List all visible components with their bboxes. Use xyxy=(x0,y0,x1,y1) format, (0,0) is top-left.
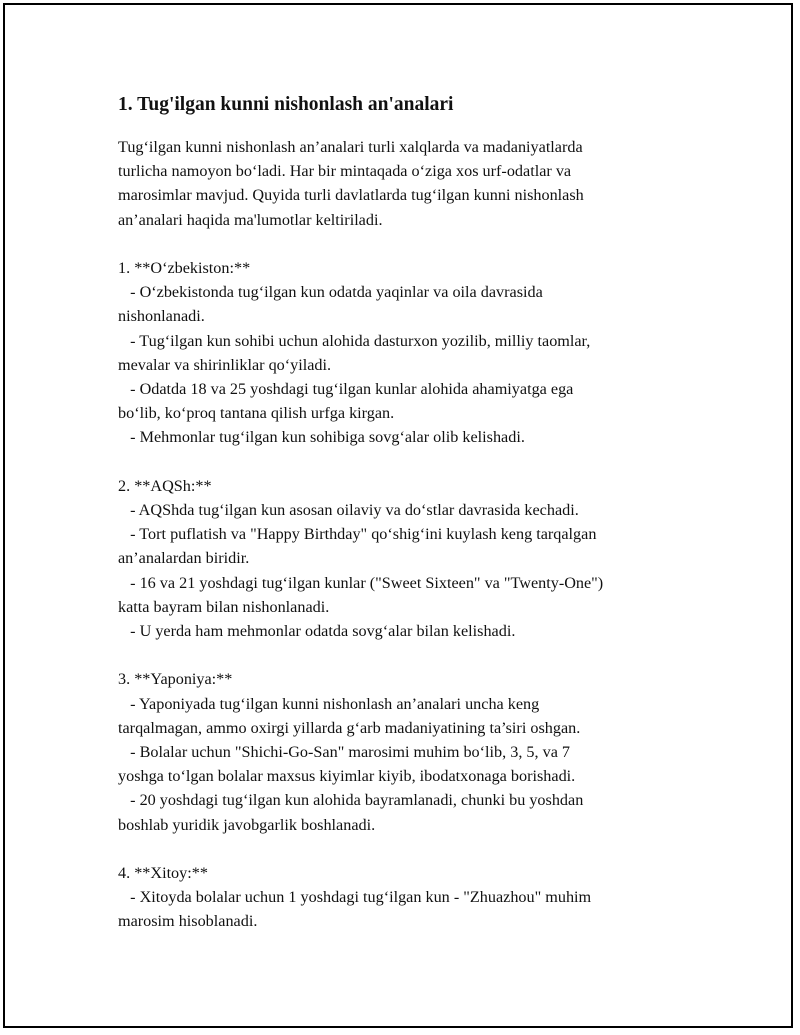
section-usa xyxy=(118,474,684,643)
section-line: mevalar va shirinliklar qo‘yiladi. xyxy=(118,355,332,374)
section-line: - 20 yoshdagi tug‘ilgan kun alohida bayramlanadi, chunki bu yoshdan xyxy=(118,791,584,810)
section-line: - 16 va 21 yoshdagi tug‘ilgan kunlar ("Sweet Sixteen" va "Twenty-One") xyxy=(118,573,604,592)
section-line: nishonlanadi. xyxy=(118,307,205,326)
intro-line: an’analari haqida ma'lumotlar keltiriladi. xyxy=(118,210,383,229)
paragraph-gap xyxy=(118,837,684,861)
section-heading: 2. **AQSh:** xyxy=(118,476,212,495)
section-line: - Xitoyda bolalar uchun 1 yoshdagi tug‘ilgan kun - "Zhuazhou" muhim xyxy=(118,888,592,907)
section-line: an’analardan biridir. xyxy=(118,549,250,568)
section-heading: 4. **Xitoy:** xyxy=(118,864,208,883)
section-line: - Yaponiyada tug‘ilgan kunni nishonlash an’analari uncha keng xyxy=(118,694,540,713)
section-line: - Tort puflatish va "Happy Birthday" qo‘shig‘ini kuylash keng tarqalgan xyxy=(118,525,597,544)
paragraph-gap xyxy=(118,450,684,474)
section-japan xyxy=(118,667,684,836)
document-body xyxy=(118,92,684,934)
section-line: yoshga to‘lgan bolalar maxsus kiyimlar kiyib, ibodatxonaga borishadi. xyxy=(118,767,576,786)
section-line: - AQShda tug‘ilgan kun asosan oilaviy va do‘stlar davrasida kechadi. xyxy=(118,501,579,520)
intro-line: Tug‘ilgan kunni nishonlash an’analari turli xalqlarda va madaniyatlarda xyxy=(118,138,583,156)
section-line: - Bolalar uchun "Shichi-Go-San" marosimi muhim bo‘lib, 3, 5, va 7 xyxy=(118,743,571,762)
intro-paragraph xyxy=(118,135,684,232)
section-line: - Mehmonlar tug‘ilgan kun sohibiga sovg‘alar olib kelishadi. xyxy=(118,428,525,447)
section-china xyxy=(118,861,684,934)
section-line: boshlab yuridik javobgarlik boshlanadi. xyxy=(118,815,376,834)
paragraph-gap xyxy=(118,643,684,667)
section-line: - Tug‘ilgan kun sohibi uchun alohida dasturxon yozilib, milliy taomlar, xyxy=(118,331,591,350)
paragraph-gap xyxy=(118,232,684,256)
document-title: 1. Tug'ilgan kunni nishonlash an'analari xyxy=(118,94,454,115)
section-uzbekistan xyxy=(118,256,684,450)
section-line: - Odatda 18 va 25 yoshdagi tug‘ilgan kunlar alohida ahamiyatga ega xyxy=(118,380,574,399)
section-line: tarqalmagan, ammo oxirgi yillarda g‘arb madaniyatining ta’siri oshgan. xyxy=(118,718,581,737)
intro-line: marosimlar mavjud. Quyida turli davlatlarda tug‘ilgan kunni nishonlash xyxy=(118,186,584,205)
section-line: marosim hisoblanadi. xyxy=(118,912,258,931)
section-heading: 1. **O‘zbekiston:** xyxy=(118,259,251,277)
section-line: - O‘zbekistonda tug‘ilgan kun odatda yaqinlar va oila davrasida xyxy=(118,283,543,302)
intro-line: turlicha namoyon bo‘ladi. Har bir mintaqada o‘ziga xos urf-odatlar va xyxy=(118,162,572,181)
section-line: katta bayram bilan nishonlanadi. xyxy=(118,597,330,616)
section-line: - U yerda ham mehmonlar odatda sovg‘alar bilan kelishadi. xyxy=(118,622,516,641)
section-heading: 3. **Yaponiya:** xyxy=(118,670,233,689)
section-line: bo‘lib, ko‘proq tantana qilish urfga kirgan. xyxy=(118,404,395,423)
